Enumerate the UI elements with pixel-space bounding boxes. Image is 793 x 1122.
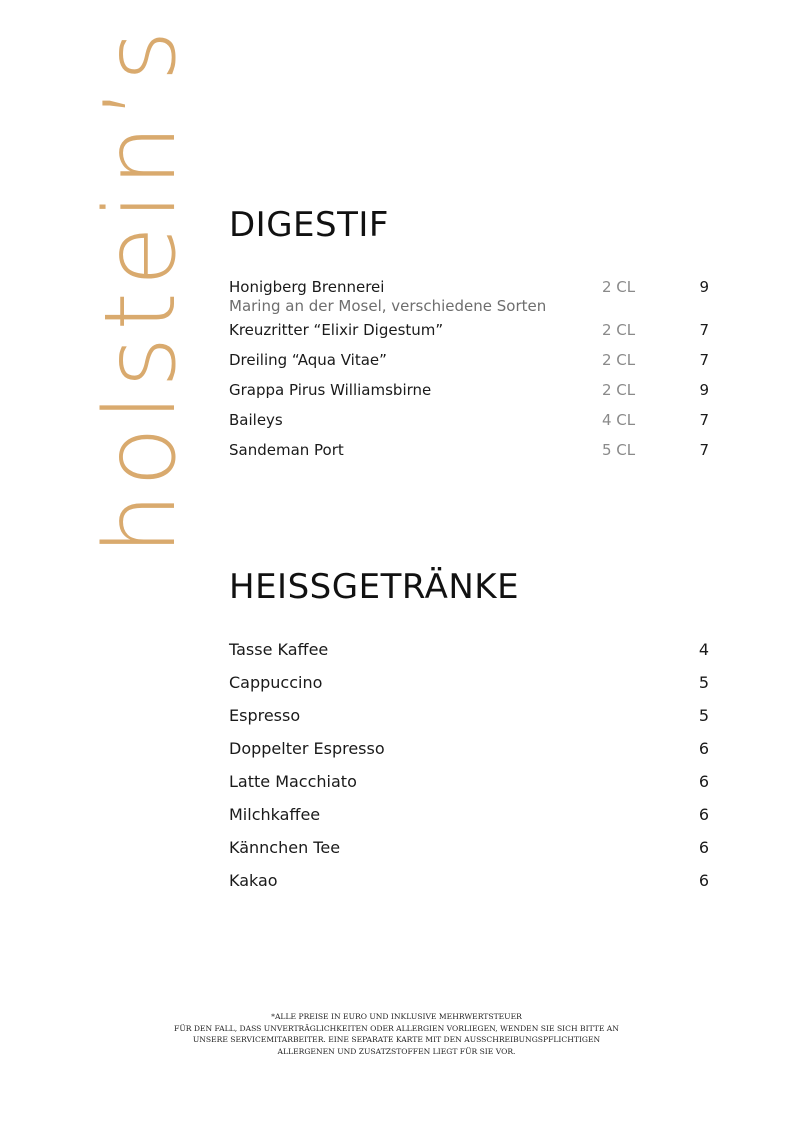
menu-item [229, 772, 709, 796]
item-price: 7 [699, 411, 709, 429]
menu-item [229, 739, 709, 763]
brand-logo: holstein’s [84, 24, 198, 555]
item-name: Tasse Kaffee [229, 640, 329, 659]
item-name: Latte Macchiato [229, 772, 357, 791]
item-price: 7 [699, 441, 709, 459]
item-price: 6 [698, 871, 709, 890]
menu-item [229, 871, 709, 895]
item-name: Baileys [229, 411, 283, 429]
item-price: 6 [698, 805, 709, 824]
menu-item [229, 381, 709, 405]
item-name: Sandeman Port [229, 441, 344, 459]
item-price: 9 [699, 381, 709, 399]
item-price: 7 [699, 351, 709, 369]
footer-line: ALLERGENEN UND ZUSATZSTOFFEN LIEGT FÜR SIE VOR. [277, 1046, 516, 1056]
footer-notice [120, 1011, 673, 1057]
item-name: Cappuccino [229, 673, 323, 692]
menu-item [229, 321, 709, 345]
item-price: 5 [698, 673, 709, 692]
item-name: Doppelter Espresso [229, 739, 385, 758]
item-price: 7 [699, 321, 709, 339]
menu-item [229, 805, 709, 829]
menu-item [229, 838, 709, 862]
item-name: Kakao [229, 871, 278, 890]
menu-item [229, 411, 709, 435]
footer-line: *ALLE PREISE IN EURO UND INKLUSIVE MEHRWERTSTEUER [271, 1012, 522, 1021]
item-price: 6 [698, 739, 709, 758]
footer-line: UNSERE SERVICEMITARBEITER. EINE SEPARATE KARTE MIT DEN AUSSCHREIBUNGSPFLICHTIGEN [192, 1035, 601, 1044]
item-description: Maring an der Mosel, verschiedene Sorten [229, 297, 547, 315]
item-price: 4 [698, 640, 709, 659]
item-name: Milchkaffee [229, 805, 321, 824]
menu-item [229, 673, 709, 697]
item-volume: 2 CL [602, 351, 636, 369]
item-price: 6 [698, 772, 709, 791]
item-price: 6 [698, 838, 709, 857]
menu-item [229, 706, 709, 730]
menu-item [229, 351, 709, 375]
item-name: Espresso [229, 706, 301, 725]
footer-line: FÜR DEN FALL, DASS UNVERTRÄGLICHKEITEN ODER ALLERGIEN VORLIEGEN, WENDEN SIE SICH BITTE AN [174, 1023, 619, 1033]
item-volume: 2 CL [602, 321, 636, 339]
menu-item [229, 278, 709, 315]
section-title-digestif: DIGESTIF [229, 205, 389, 245]
menu-item [229, 640, 709, 664]
item-name: Honigberg Brennerei [229, 278, 385, 296]
item-price: 5 [698, 706, 709, 725]
item-name: Kännchen Tee [229, 838, 341, 857]
item-volume: 2 CL [602, 381, 636, 399]
item-name: Kreuzritter “Elixir Digestum” [229, 321, 444, 339]
item-volume: 5 CL [602, 441, 636, 459]
item-volume: 4 CL [602, 411, 636, 429]
item-price: 9 [699, 278, 709, 296]
menu-item [229, 441, 709, 465]
item-volume: 2 CL [602, 278, 636, 296]
item-name: Dreiling “Aqua Vitae” [229, 351, 387, 369]
section-title-heissgetraenke: HEISSGETRÄNKE [229, 567, 520, 607]
item-name: Grappa Pirus Williamsbirne [229, 381, 432, 399]
